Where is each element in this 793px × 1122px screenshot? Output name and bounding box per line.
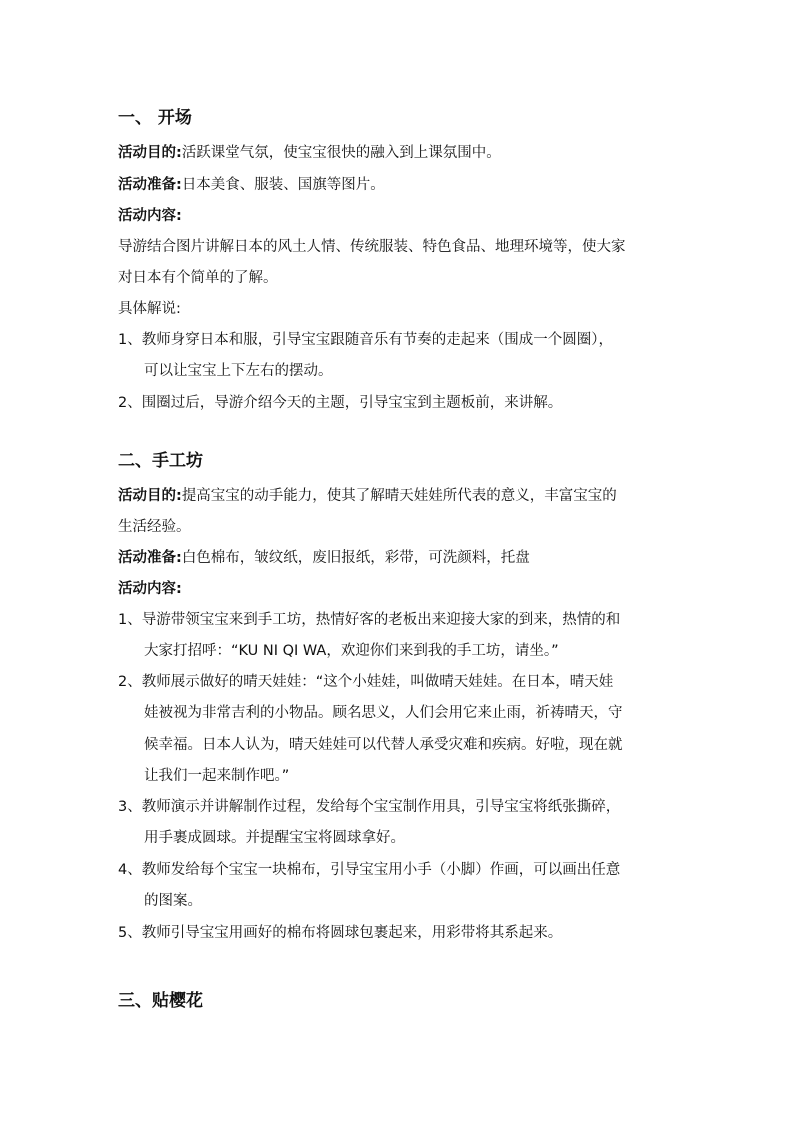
purpose-line [118,143,501,163]
prep-line [118,548,530,568]
purpose-line [118,486,617,506]
section-heading-sakura: 三、贴樱花 [118,991,203,1011]
purpose-text: 活跃课堂气氛，使宝宝很快的融入到上课氛围中。 [181,145,501,161]
list-item-continuation: 可以让宝宝上下左右的摆动。 [144,363,333,379]
list-item-continuation: 娃被视为非常吉利的小物品。顾名思义，人们会用它来止雨，祈祷晴天，守 [144,705,623,721]
content-label: 活动内容: [118,581,182,597]
section-heading-opening: 一、 开场 [118,108,192,128]
list-item-continuation: 让我们一起来制作吧。” [144,768,290,784]
list-item: 3、教师演示并讲解制作过程，发给每个宝宝制作用具，引导宝宝将纸张撕碎， [118,799,621,815]
purpose-continuation: 生活经验。 [118,519,191,535]
intro-line: 对日本有个简单的了解。 [118,270,278,286]
list-item-continuation: 大家打招呼：“KU NI QI WA，欢迎你们来到我的手工坊，请坐。” [144,643,559,659]
prep-label: 活动准备: [118,550,182,566]
sub-label: 具体解说: [118,301,181,317]
list-item: 5、教师引导宝宝用画好的棉布将圆球包裹起来，用彩带将其系起来。 [118,925,563,941]
list-item: 1、导游带领宝宝来到手工坊，热情好客的老板出来迎接大家的到来，热情的和 [118,612,621,628]
list-item-continuation: 的图案。 [144,893,202,909]
list-item-continuation: 用手裹成圆球。并提醒宝宝将圆球拿好。 [144,830,405,846]
section-heading-handicraft: 二、手工坊 [118,451,203,471]
content-label: 活动内容: [118,208,182,224]
intro-line: 导游结合图片讲解日本的风土人情、传统服装、特色食品、地理环境等，使大家 [118,239,626,255]
purpose-label: 活动目的: [118,488,182,504]
prep-text: 白色棉布，皱纹纸，废旧报纸，彩带，可洗颜料，托盘 [181,550,530,566]
list-item: 1、教师身穿日本和服，引导宝宝跟随音乐有节奏的走起来（围成一个圆圈）， [118,332,613,348]
list-item: 2、教师展示做好的晴天娃娃：“这个小娃娃，叫做晴天娃娃。在日本，晴天娃 [118,674,614,690]
purpose-label: 活动目的: [118,145,182,161]
list-item: 4、教师发给每个宝宝一块棉布，引导宝宝用小手（小脚）作画，可以画出任意 [118,862,621,878]
list-item-continuation: 候幸福。日本人认为，晴天娃娃可以代替人承受灾难和疾病。好啦，现在就 [144,737,623,753]
prep-text: 日本美食、服装、国旗等图片。 [181,177,385,193]
prep-line [118,175,385,195]
purpose-text: 提高宝宝的动手能力，使其了解晴天娃娃所代表的意义，丰富宝宝的 [181,488,617,504]
prep-label: 活动准备: [118,177,182,193]
list-item: 2、围圈过后，导游介绍今天的主题，引导宝宝到主题板前，来讲解。 [118,395,563,411]
